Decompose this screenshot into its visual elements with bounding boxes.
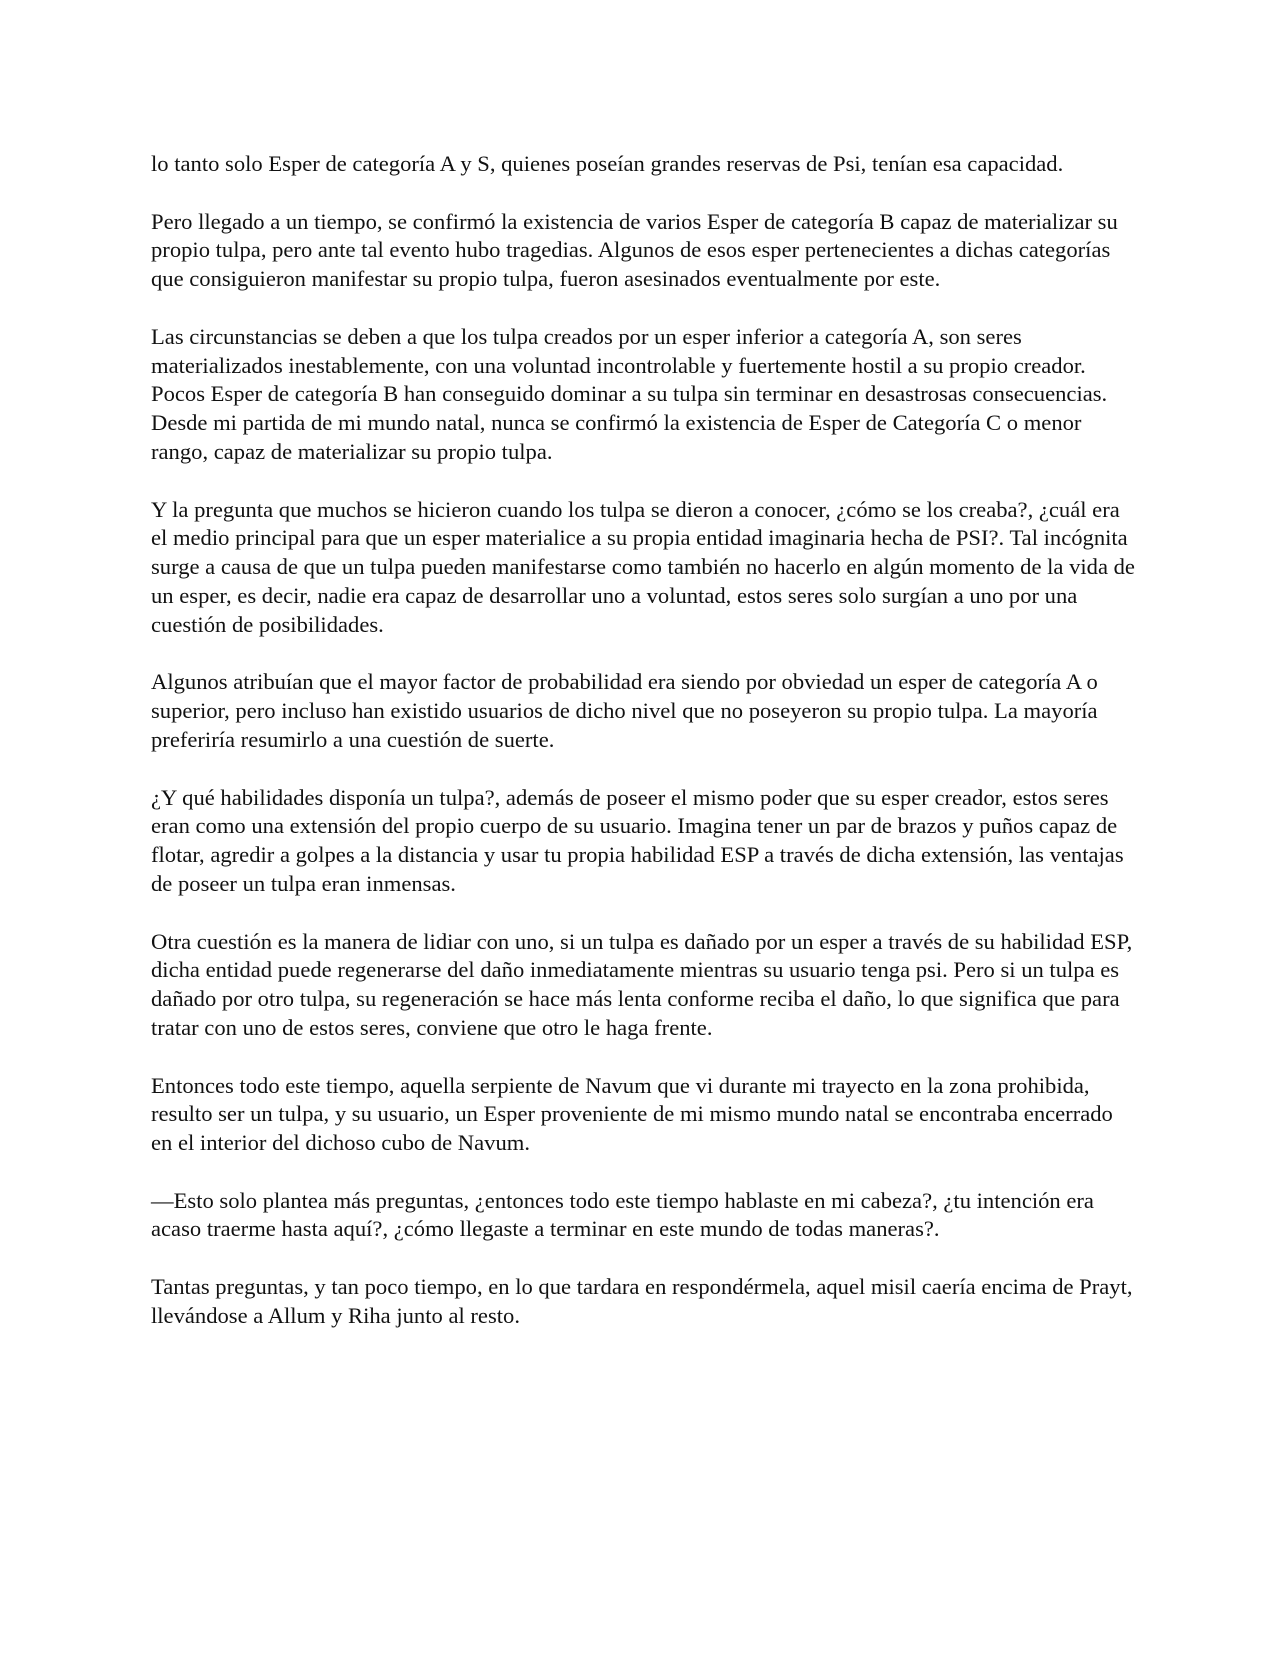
paragraph-3: Las circunstancias se deben a que los tulpa creados por un esper inferior a categoría A, son seres materializados inestablemente, con una voluntad incontrolable y fuertemente hostil a su propio creador. Pocos Esper de categoría B han conseguido dominar a su tulpa sin terminar en desastrosas consecuencias. Desde mi partida de mi mundo natal, nunca se confirmó la existencia de Esper de Categoría C o menor rango, capaz de materializar su propio tulpa. (151, 323, 1108, 464)
paragraph-2: Pero llegado a un tiempo, se confirmó la existencia de varios Esper de categoría B capaz de materializar su propio tulpa, pero ante tal evento hubo tragedias. Algunos de esos esper pertenecientes a dichas categorías que consiguieron manifestar su propio tulpa, fueron asesinados eventualmente por este. (151, 208, 1118, 292)
paragraph-10: Tantas preguntas, y tan poco tiempo, en lo que tardara en respondérmela, aquel misil caería encima de Prayt, llevándose a Allum y Riha junto al resto. (151, 1274, 1133, 1328)
paragraph-4: Y la pregunta que muchos se hicieron cuando los tulpa se dieron a conocer, ¿cómo se los creaba?, ¿cuál era el medio principal para que un esper materialice a su propia entidad imaginaria hecha de PSI?. Tal incógnita surge a causa de que un tulpa pueden manifestarse como también no hacerlo en algún momento de la vida de un esper, es decir, nadie era capaz de desarrollar uno a voluntad, estos seres solo surgían a uno por una cuestión de posibilidades. (151, 496, 1135, 637)
paragraph-9: —Esto solo plantea más preguntas, ¿entonces todo este tiempo hablaste en mi cabeza?, ¿tu intención era acaso traerme hasta aquí?, ¿cómo llegaste a terminar en este mundo de todas maneras?. (151, 1187, 1094, 1242)
paragraph-8: Entonces todo este tiempo, aquella serpiente de Navum que vi durante mi trayecto en la zona prohibida, resulto ser un tulpa, y su usuario, un Esper proveniente de mi mismo mundo natal se encontraba encerrado en el interior del dichoso cubo de Navum. (151, 1072, 1113, 1156)
paragraph-7: Otra cuestión es la manera de lidiar con uno, si un tulpa es dañado por un esper a través de su habilidad ESP, dicha entidad puede regenerarse del daño inmediatamente mientras su usuario tenga psi. Pero si un tulpa es dañado por otro tulpa, su regeneración se hace más lenta conforme reciba el daño, lo que significa que para tratar con uno de estos seres, conviene que otro le haga frente. (151, 928, 1133, 1040)
paragraph-5: Algunos atribuían que el mayor factor de probabilidad era siendo por obviedad un esper de categoría A o superior, pero incluso han existido usuarios de dicho nivel que no poseyeron su propio tulpa. La mayoría preferiría resumirlo a una cuestión de suerte. (151, 669, 1098, 752)
document-body (151, 150, 1136, 1359)
paragraph-1: lo tanto solo Esper de categoría A y S, quienes poseían grandes reservas de Psi, tenían esa capacidad. (151, 151, 1064, 176)
paragraph-6: ¿Y qué habilidades disponía un tulpa?, además de poseer el mismo poder que su esper creador, estos seres eran como una extensión del propio cuerpo de su usuario. Imagina tener un par de brazos y puños capaz de flotar, agredir a golpes a la distancia y usar tu propia habilidad ESP a través de dicha extensión, las ventajas de poseer un tulpa eran inmensas. (151, 784, 1124, 896)
